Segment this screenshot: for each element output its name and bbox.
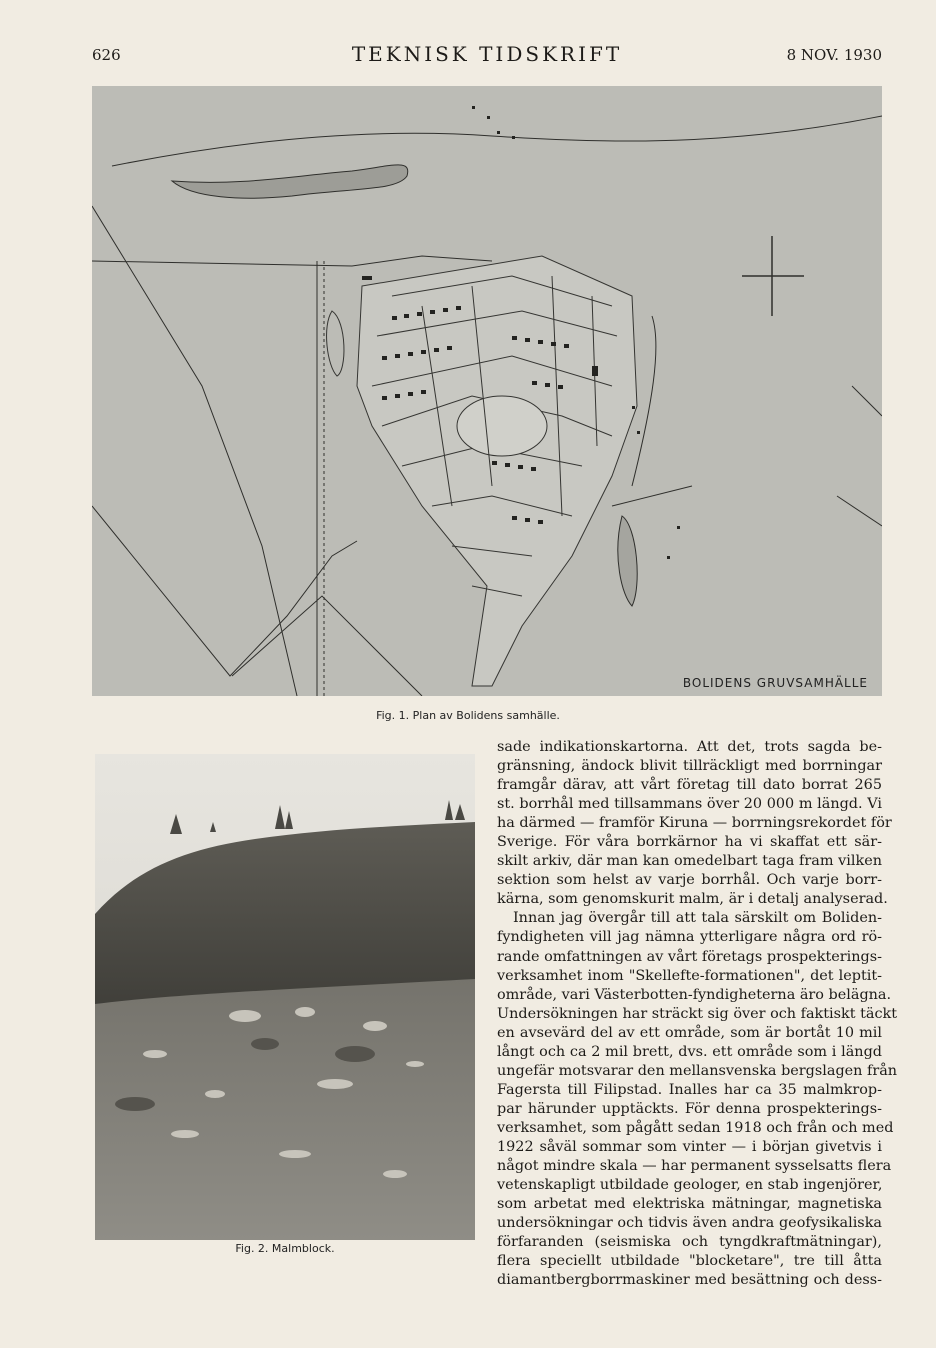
- text-line: sektion som helst av varje borrhål. Och varje borr-: [497, 872, 882, 889]
- text-line: par härunder upptäckts. För denna prospekterings-: [497, 1100, 882, 1117]
- text-line: verksamhet, som pågått sedan 1918 och från och med: [497, 1119, 894, 1136]
- text-line: som arbetat med elektriska mätningar, magnetiska: [497, 1196, 882, 1213]
- text-line: sade indikationskartorna. Att det, trots sagda be-: [497, 739, 882, 755]
- town-plan-drawing: [92, 86, 882, 696]
- page-number: 626: [92, 46, 121, 64]
- text-line: ha därmed — framför Kiruna — borrningsrekordet för: [497, 815, 892, 832]
- journal-title: TEKNISK TIDSKRIFT: [351, 42, 623, 66]
- text-line: något mindre skala — har permanent sysselsatts flera: [497, 1158, 892, 1175]
- text-line: Fagersta till Filipstad. Inalles har ca 35 malmkrop-: [497, 1081, 882, 1098]
- text-line: fyndigheten vill jag nämna ytterligare några ord rö-: [497, 929, 882, 946]
- text-line: gränsning, ändock blivit tillräckligt med borrningar: [497, 758, 882, 775]
- text-line: Undersökningen har sträckt sig över och faktiskt täckt: [497, 1005, 898, 1022]
- text-line: 1922 såväl sommar som vinter — i början givetvis i: [497, 1138, 882, 1155]
- body-text-column: [497, 738, 898, 1290]
- text-line: st. borrhål med tillsammans över 20 000 m längd. Vi: [497, 796, 882, 813]
- text-line: skilt arkiv, där man kan omedelbart taga fram vilken: [497, 853, 882, 870]
- text-line: undersökningar och tidvis även andra geofysikaliska: [497, 1215, 882, 1232]
- text-line: Sverige. För våra borrkärnor ha vi skaffat ett sär-: [497, 834, 882, 851]
- text-line: Innan jag övergår till att tala särskilt om Boliden-: [513, 910, 882, 927]
- figure-2-caption: Fig. 2. Malmblock.: [235, 1242, 335, 1255]
- text-line: långt och ca 2 mil brett, dvs. ett område som i längd: [497, 1043, 882, 1060]
- map-title: BOLIDENS GRUVSAMHÄLLE: [682, 676, 868, 690]
- text-line: diamantbergborrmaskiner med besättning och dess-: [497, 1272, 882, 1289]
- text-line: förfaranden (seismiska och tyngdkraftmätningar),: [497, 1234, 882, 1251]
- text-line: rande omfattningen av vårt företags prospekterings-: [497, 948, 882, 965]
- text-line: ungefär motsvarar den mellansvenska bergslagen från: [497, 1062, 898, 1079]
- page-header: [92, 40, 882, 68]
- town-plan-figure: [92, 86, 882, 696]
- figure-1-caption: Fig. 1. Plan av Bolidens samhälle.: [376, 709, 560, 722]
- text-line: flera speciellt utbildade "blocketare", tre till åtta: [497, 1253, 882, 1270]
- text-line: en avsevärd del av ett område, som är bortåt 10 mil: [497, 1024, 882, 1041]
- ore-boulder-photo: [95, 754, 475, 1240]
- text-line: område, vari Västerbotten-fyndigheterna äro belägna.: [497, 986, 892, 1003]
- text-line: framgår därav, att vårt företag till dato borrat 265: [497, 777, 882, 794]
- text-line: vetenskapligt utbildade geologer, en stab ingenjörer,: [497, 1177, 883, 1194]
- issue-date: 8 NOV. 1930: [786, 46, 882, 64]
- text-line: verksamhet inom "Skellefte-formationen", det leptit-: [497, 967, 882, 984]
- text-line: kärna, som genomskurit malm, är i detalj analyserad.: [497, 891, 888, 908]
- photo-drawing: [95, 754, 475, 1240]
